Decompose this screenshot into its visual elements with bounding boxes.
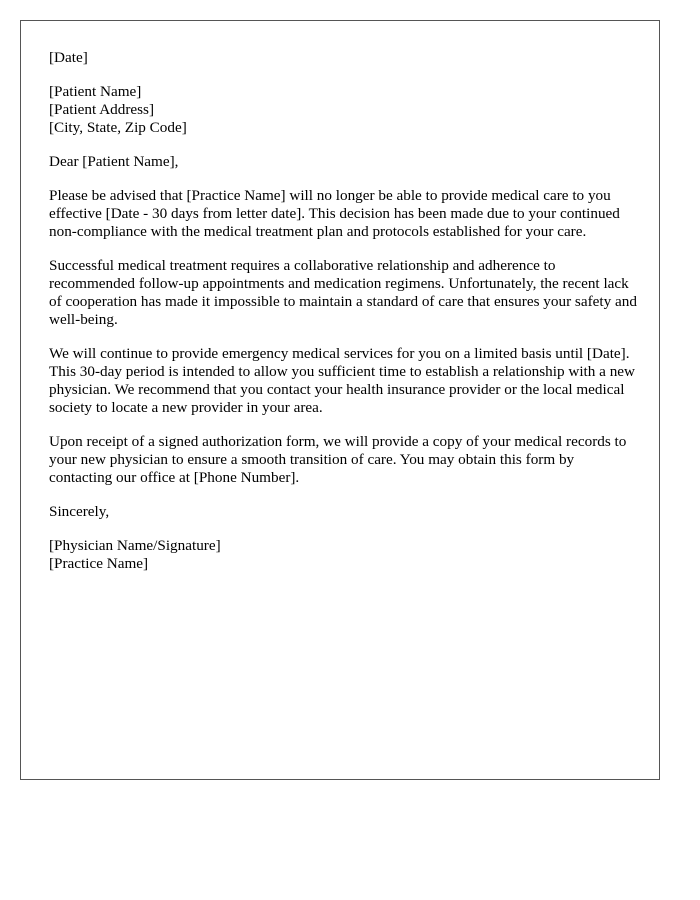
recipient-city-state-zip: [City, State, Zip Code] [49, 119, 187, 136]
salutation: Dear [Patient Name], [49, 153, 179, 170]
letter-date-block [49, 49, 639, 67]
signature-practice: [Practice Name] [49, 555, 149, 572]
recipient-address: [Patient Address] [49, 101, 155, 118]
paragraph-emergency-care: We will continue to provide emergency medical services for you on a limited basis until [Date]. This 30-day period is intended to allow you sufficient time to establish a relationship with a new physician. We recommend that you contact your health insurance provider or the local medical society to locate a new provider in your area. [49, 345, 636, 416]
recipient-address-block [49, 83, 639, 137]
closing: Sincerely, [49, 503, 110, 520]
signature-block [49, 537, 639, 573]
recipient-name: [Patient Name] [49, 83, 142, 100]
paragraph-records-transfer: Upon receipt of a signed authorization form, we will provide a copy of your medical records to your new physician to ensure a smooth transition of care. You may obtain this form by contacting our office at [Phone Number]. [49, 433, 627, 486]
paragraph-termination-notice: Please be advised that [Practice Name] will no longer be able to provide medical care to you effective [Date - 30 days from letter date]. This decision has been made due to your continued non-compliance with the medical treatment plan and protocols established for your care. [49, 187, 620, 240]
letter-body [49, 49, 639, 589]
salutation-block [49, 153, 639, 171]
closing-block [49, 503, 639, 521]
paragraph-reason: Successful medical treatment requires a collaborative relationship and adherence to recommended follow-up appointments and medication regimens. Unfortunately, the recent lack of cooperation has made it impossible to maintain a standard of care that ensures your safety and well-being. [49, 257, 637, 328]
signature-physician: [Physician Name/Signature] [49, 537, 221, 554]
letter-date: [Date] [49, 49, 88, 66]
letter-page [20, 20, 660, 780]
